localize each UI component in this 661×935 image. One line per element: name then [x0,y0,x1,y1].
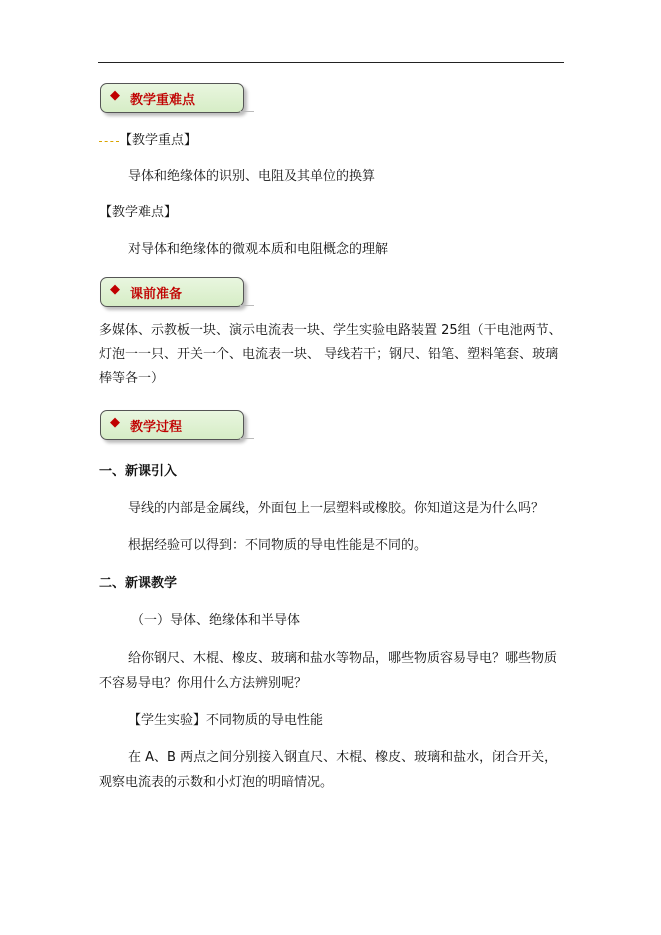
banner-tail [240,305,254,306]
section-2-subheading: （一）导体、绝缘体和半导体 [131,613,301,628]
experiment-heading: 【学生实验】不同物质的导电性能 [128,713,324,728]
section-1-para-1: 导线的内部是金属线，外面包上一层塑料或橡胶。你知道这是为什么吗？ [128,501,545,516]
key-point-heading: 【教学重点】 [119,133,198,148]
dashed-marker [99,141,119,142]
diamond-icon: ◆ [110,88,120,103]
section-2-para-1b: 不容易导电？你用什么方法辨别呢？ [99,676,308,691]
diamond-icon: ◆ [110,282,120,297]
banner-tail [240,438,254,439]
prep-line-3: 棒等各一） [99,371,165,386]
banner-tail [240,111,254,112]
banner-preparation [100,277,245,307]
section-2-para-2a: 在 A、B 两点之间分别接入钢直尺、木棍、橡皮、玻璃和盐水，闭合开关， [128,750,558,765]
section-2-para-2b: 观察电流表的示数和小灯泡的明暗情况。 [99,775,334,790]
banner-title: 课前准备 [130,287,183,302]
diamond-icon: ◆ [110,415,120,430]
section-1-para-2: 根据经验可以得到：不同物质的导电性能是不同的。 [128,538,428,553]
banner-key-difficulty [100,83,245,113]
banner-title: 教学过程 [130,420,183,435]
prep-line-2: 灯泡一一只、开关一个、电流表一块、 导线若干；钢尺、铅笔、塑料笔套、玻璃 [99,347,559,362]
section-2-heading: 二、新课教学 [99,576,178,591]
key-point-text: 导体和绝缘体的识别、电阻及其单位的换算 [128,169,376,184]
section-1-heading: 一、新课引入 [99,464,178,479]
difficulty-text: 对导体和绝缘体的微观本质和电阻概念的理解 [128,242,389,257]
header-rule [98,62,564,63]
difficulty-heading: 【教学难点】 [99,205,178,220]
banner-title: 教学重难点 [130,93,196,108]
prep-line-1: 多媒体、示教板一块、演示电流表一块、学生实验电路装置 25组（干电池两节、 [99,323,562,338]
banner-process [100,410,245,440]
section-2-para-1a: 给你钢尺、木棍、橡皮、玻璃和盐水等物品，哪些物质容易导电？哪些物质 [128,651,558,666]
